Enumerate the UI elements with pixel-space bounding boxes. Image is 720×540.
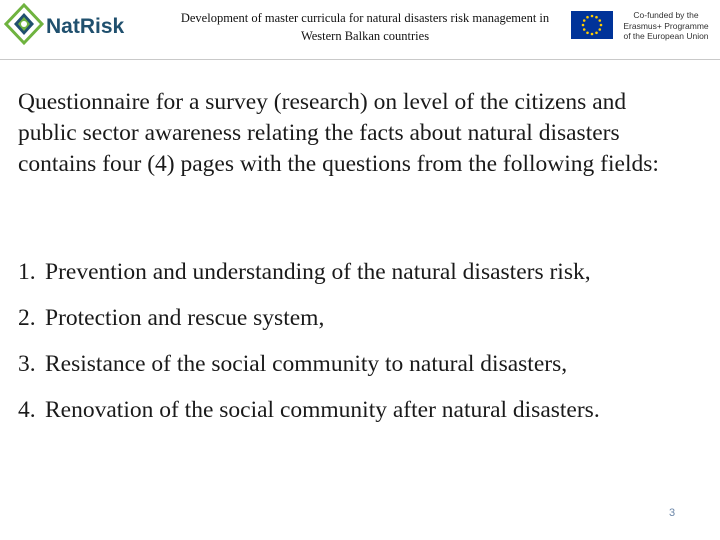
header-title-line1: Development of master curricula for natural disasters risk management in: [180, 11, 550, 25]
fields-list: [18, 257, 690, 441]
slide-header: [0, 0, 720, 62]
list-item: 3. Resistance of the social community to natural disasters,: [18, 351, 568, 377]
eu-flag-icon: [571, 11, 613, 39]
header-title-line2: Western Balkan countries: [300, 29, 430, 43]
list-item: 1. Prevention and understanding of the natural disasters risk,: [18, 259, 591, 285]
logo-wordmark: NatRisk: [46, 15, 125, 38]
list-item: 2. Protection and rescue system,: [18, 305, 325, 331]
header-divider: [0, 59, 720, 60]
intro-paragraph: Questionnaire for a survey (research) on level of the citizens and public sector awareness relating the facts about natural disasters contains four (4) pages with the questions from the following fields:: [18, 89, 659, 177]
eu-cofunding-label: Co-funded by the Erasmus+ Programme of the European Union: [623, 10, 709, 41]
list-item: 4. Renovation of the social community after natural disasters.: [18, 397, 600, 423]
header-title: [160, 9, 570, 45]
natrisk-logo: [4, 2, 124, 52]
natrisk-diamond-icon: [4, 2, 48, 52]
page-number: 3: [668, 507, 676, 519]
